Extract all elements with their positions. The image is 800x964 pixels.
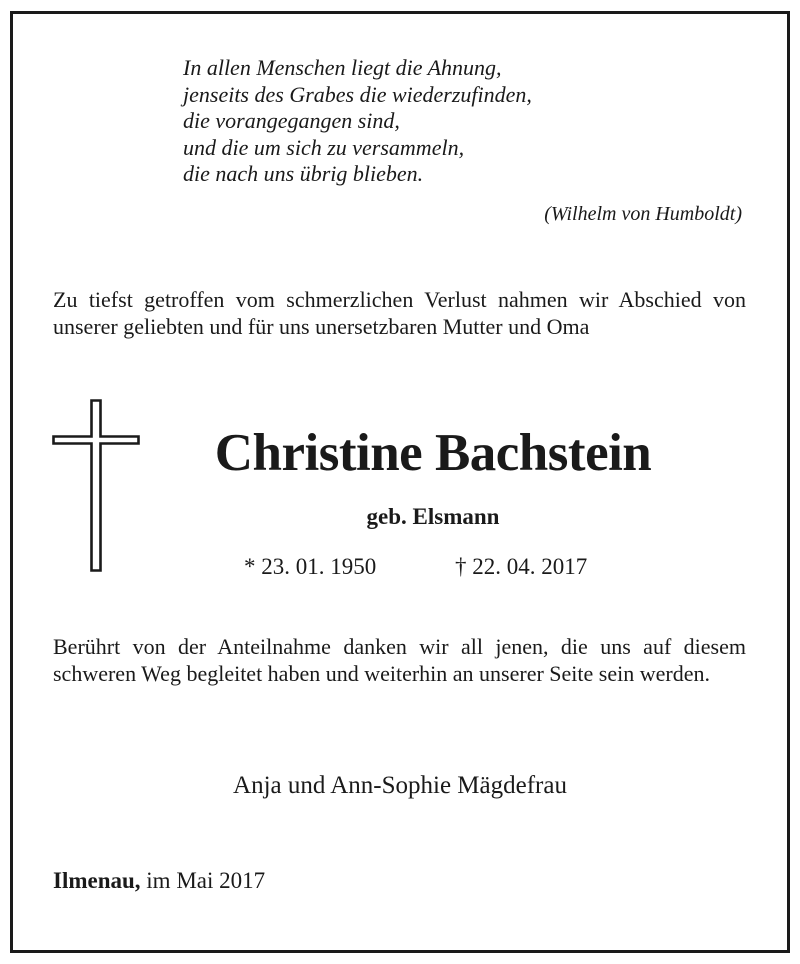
poem-line: und die um sich zu versammeln, [183,134,465,160]
intro-text: Zu tiefst getroffen vom schmerzlichen Verlust nahmen wir Abschied von unserer geliebten und für uns unersetzbaren Mutter und Oma [53,287,746,339]
thanks-text: Berührt von der Anteilnahme danken wir all jenen, die uns auf diesem schweren Weg begleitet haben und weiterhin an unserer Seite sein werden. [53,634,746,686]
poem-line: die vorangegangen sind, [183,108,400,133]
poem-line: die nach uns übrig blieben. [183,161,424,186]
death-date: † 22. 04. 2017 [455,554,588,579]
place-date-line [53,868,265,894]
cross-icon [52,399,140,572]
signers: Anja und Ann-Sophie Mägdefrau [233,772,567,799]
poem-attribution: (Wilhelm von Humboldt) [544,203,742,225]
date: im Mai 2017 [146,868,266,893]
poem-line: In allen Menschen liegt die Ahnung, [183,55,502,80]
deceased-name: Christine Bachstein [214,424,652,482]
birth-date: * 23. 01. 1950 [244,554,377,579]
maiden-name: geb. Elsmann [366,504,500,529]
poem [183,55,532,188]
poem-line: jenseits des Grabes die wiederzufinden, [183,81,532,107]
place: Ilmenau, [53,868,141,893]
